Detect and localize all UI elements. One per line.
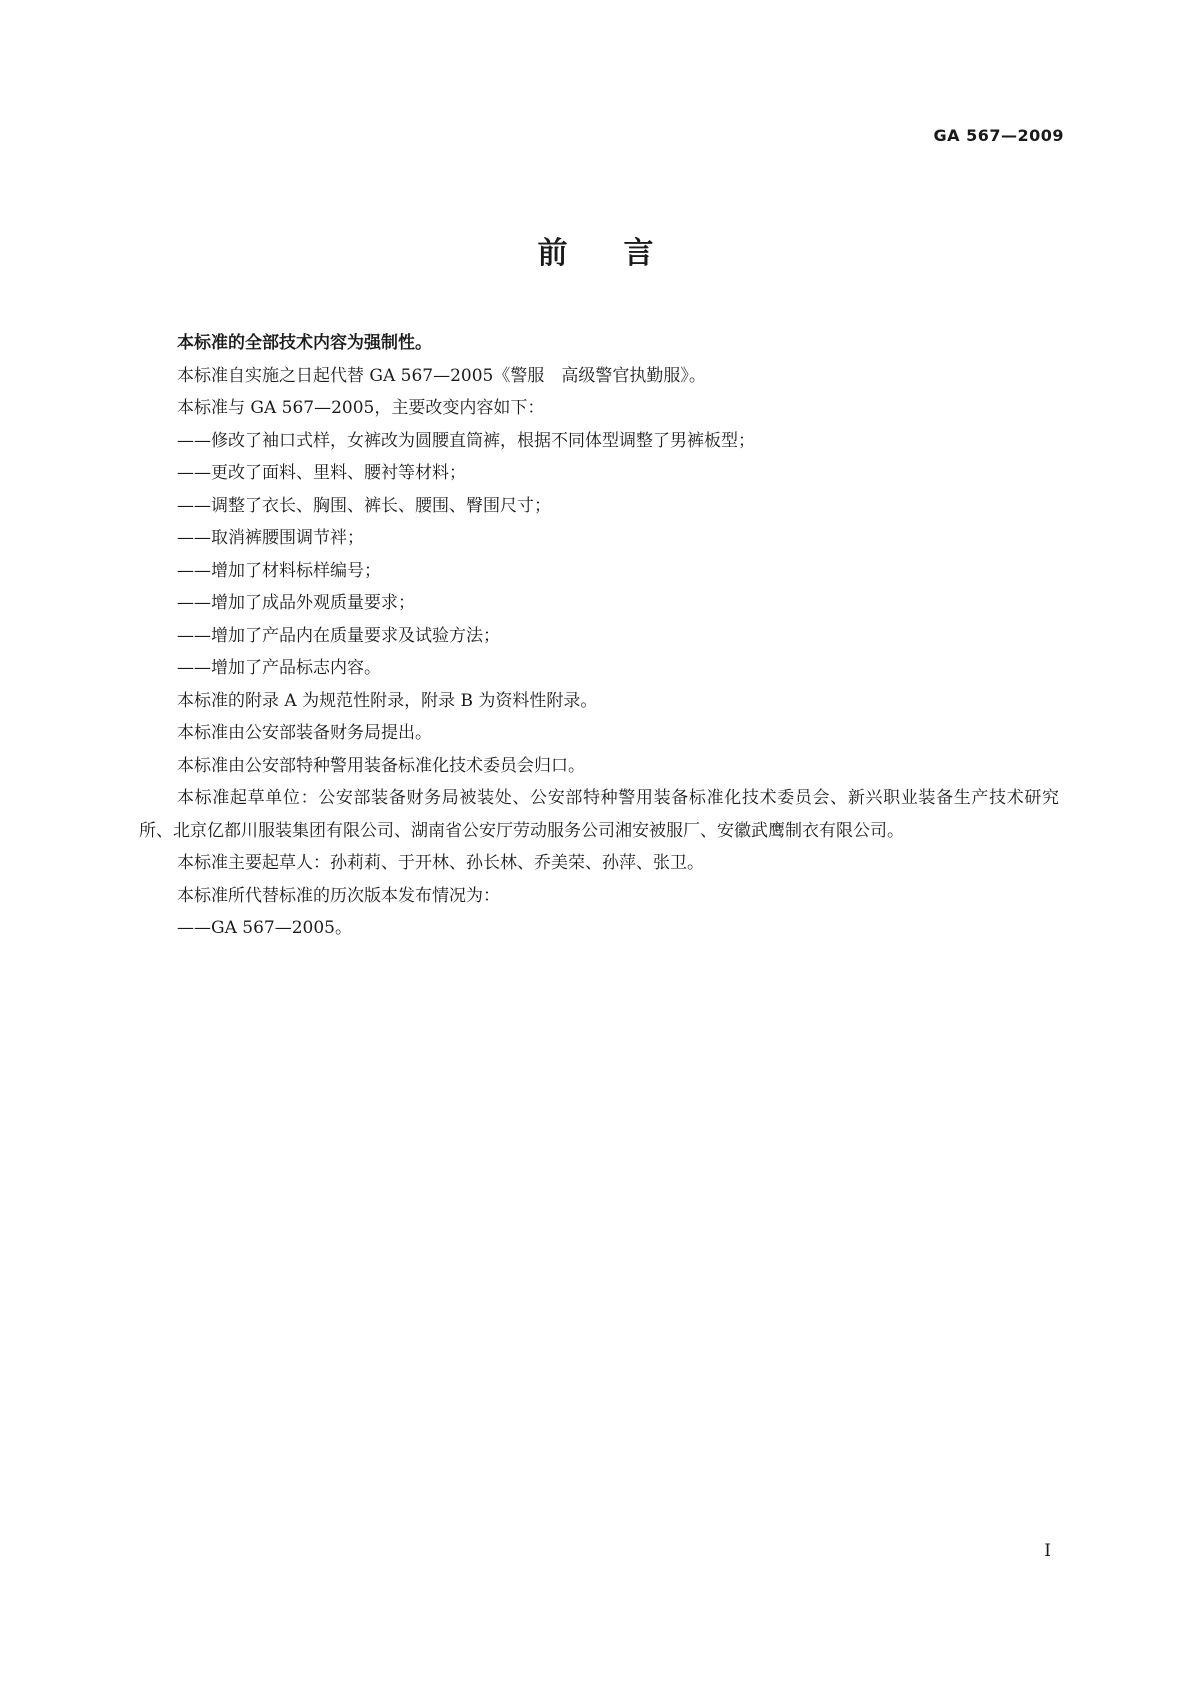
change-item: ——修改了袖口式样，女裤改为圆腰直筒裤，根据不同体型调整了男裤板型； — [177, 430, 755, 451]
history-item: ——GA 567—2005。 — [177, 918, 352, 938]
change-item: ——调整了衣长、胸围、裤长、腰围、臀围尺寸； — [177, 495, 551, 516]
paragraph-annexes: 本标准的附录 A 为规范性附录，附录 B 为资料性附录。 — [177, 690, 598, 711]
change-item: ——增加了材料标样编号； — [177, 560, 381, 581]
foreword-body — [139, 327, 1059, 945]
change-item: ——取消裤腰围调节袢； — [177, 528, 364, 548]
change-item: ——增加了成品外观质量要求； — [177, 593, 415, 613]
paragraph-mandatory-statement: 本标准的全部技术内容为强制性。 — [177, 333, 432, 353]
page-number: I — [1044, 1541, 1051, 1561]
paragraph-drafters: 本标准主要起草人：孙莉莉、于开林、孙长林、乔美荣、孙萍、张卫。 — [177, 853, 704, 873]
standard-code: GA 567—2009 — [933, 126, 1064, 145]
change-item: ——增加了产品内在质量要求及试验方法； — [177, 625, 500, 646]
paragraph-history-intro: 本标准所代替标准的历次版本发布情况为： — [177, 885, 500, 906]
change-item: ——增加了产品标志内容。 — [177, 658, 381, 678]
paragraph-drafting-units: 本标准起草单位：公安部装备财务局被装处、公安部特种警用装备标准化技术委员会、新兴职业装备生产技术研究所、北京亿都川服装集团有限公司、湖南省公安厅劳动服务公司湘安被服厂、安徽武鹰制衣有限公司。 — [139, 788, 1059, 841]
paragraph-changes-intro: 本标准与 GA 567—2005，主要改变内容如下： — [177, 398, 545, 418]
paragraph-replacement: 本标准自实施之日起代替 GA 567—2005《警服 高级警官执勤服》。 — [177, 365, 706, 386]
change-item: ——更改了面料、里料、腰衬等材料； — [177, 463, 466, 483]
paragraph-proposed-by: 本标准由公安部装备财务局提出。 — [177, 723, 432, 743]
page-title: 前言 — [537, 236, 710, 271]
paragraph-centralized-by: 本标准由公安部特种警用装备标准化技术委员会归口。 — [177, 755, 585, 776]
